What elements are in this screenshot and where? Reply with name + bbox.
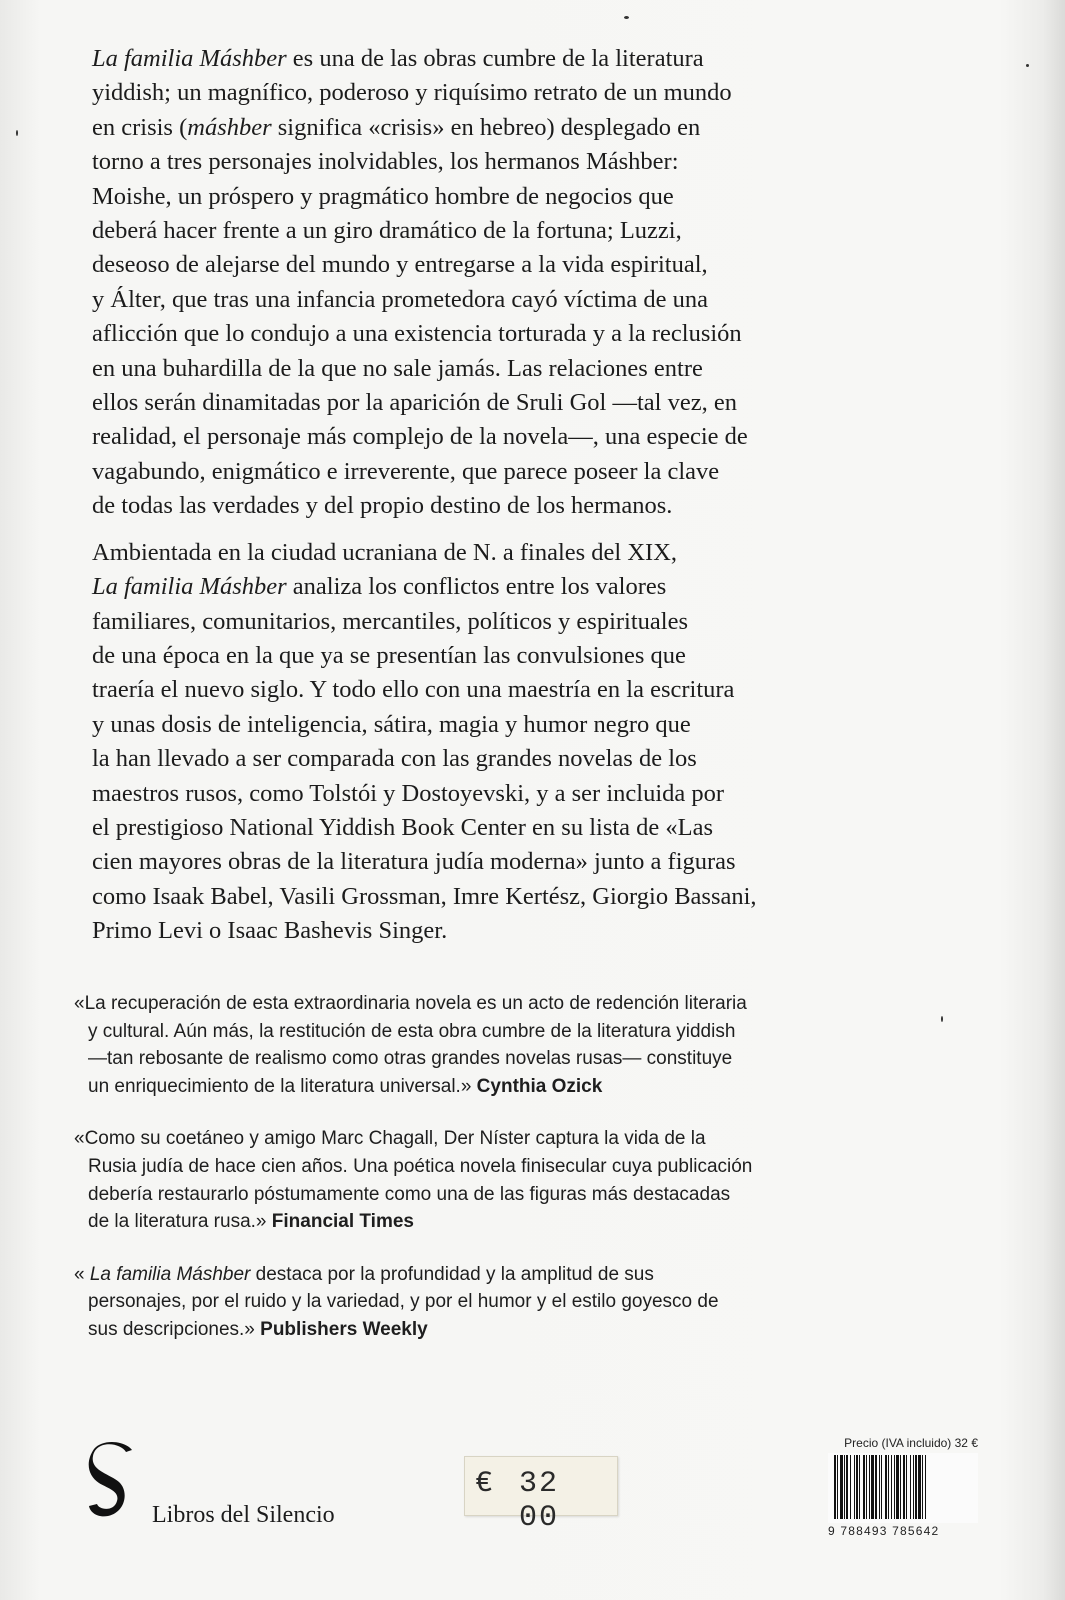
barcode-bar xyxy=(866,1455,867,1519)
quote-line: personajes, por el ruido y la variedad, y por el humor y el estilo goyesco de xyxy=(88,1291,719,1313)
quote-ozick xyxy=(74,990,904,1100)
publisher-name: Libros del Silencio xyxy=(152,1502,335,1528)
barcode-bar xyxy=(910,1455,911,1519)
synopsis-paragraph-1 xyxy=(92,42,862,524)
synopsis-line: La familia Máshber analiza los conflictos entre los valores xyxy=(92,573,667,601)
quote-line: «Como su coetáneo y amigo Marc Chagall, Der Níster captura la vida de la xyxy=(74,1128,706,1150)
barcode xyxy=(828,1453,978,1523)
barcode-bar xyxy=(888,1455,889,1519)
quote-source: Publishers Weekly xyxy=(260,1318,428,1340)
barcode-bar xyxy=(925,1455,926,1519)
quote-line: y cultural. Aún más, la restitución de esta obra cumbre de la literatura yiddish xyxy=(88,1020,736,1042)
publisher-logo-icon xyxy=(86,1438,132,1520)
synopsis-line: y Álter, que tras una infancia prometedora cayó víctima de una xyxy=(92,285,709,313)
synopsis-line: deseoso de alejarse del mundo y entregarse a la vida espiritual, xyxy=(92,251,708,279)
barcode-bar xyxy=(846,1455,848,1519)
barcode-bar xyxy=(896,1455,899,1519)
barcode-bar xyxy=(844,1455,845,1519)
barcode-bar xyxy=(891,1455,892,1519)
barcode-bar xyxy=(918,1455,921,1519)
synopsis-line: vagabundo, enigmático e irreverente, que parece poseer la clave xyxy=(92,457,720,485)
sticker-amount: 32 00 xyxy=(519,1467,560,1535)
barcode-bar xyxy=(913,1455,914,1519)
barcode-bar xyxy=(859,1455,860,1519)
barcode-bar xyxy=(922,1455,923,1519)
quote-line: debería restaurarlo póstumamente como una de las figuras más destacadas xyxy=(88,1183,731,1205)
dust-speck xyxy=(941,1016,943,1022)
synopsis-line: Moishe, un próspero y pragmático hombre de negocios que xyxy=(92,182,674,210)
barcode-bar xyxy=(837,1455,838,1519)
synopsis-line: de todas las verdades y del propio destino de los hermanos. xyxy=(92,492,673,520)
barcode-bar xyxy=(879,1455,880,1519)
barcode-bar xyxy=(854,1455,855,1519)
barcode-bar xyxy=(871,1455,874,1519)
barcode-bar xyxy=(881,1455,882,1519)
synopsis-line: de una época en la que ya se presentían las convulsiones que xyxy=(92,641,686,669)
synopsis-line: aflicción que lo condujo a una existencia torturada y a la reclusión xyxy=(92,320,742,348)
synopsis-line: familiares, comunitarios, mercantiles, políticos y espirituales xyxy=(92,607,689,635)
cover-edge-shadow xyxy=(1043,0,1065,1600)
synopsis-line: como Isaak Babel, Vasili Grossman, Imre Kertész, Giorgio Bassani, xyxy=(92,882,757,910)
barcode-bar xyxy=(906,1455,907,1519)
synopsis-line: ellos serán dinamitadas por la aparición de Sruli Gol —tal vez, en xyxy=(92,389,737,417)
synopsis-line: La familia Máshber es una de las obras cumbre de la literatura xyxy=(92,45,704,72)
quote-line: un enriquecimiento de la literatura universal.» Cynthia Ozick xyxy=(88,1075,603,1097)
synopsis-line: y unas dosis de inteligencia, sátira, magia y humor negro que xyxy=(92,710,691,738)
barcode-bar xyxy=(875,1455,877,1519)
synopsis-line: torno a tres personajes inolvidables, los hermanos Máshber: xyxy=(92,148,679,176)
synopsis-line: yiddish; un magnífico, poderoso y riquísimo retrato de un mundo xyxy=(92,79,732,107)
synopsis-line: en una buhardilla de la que no sale jamás. Las relaciones entre xyxy=(92,354,703,382)
quote-line: Rusia judía de hace cien años. Una poética novela finisecular cuya publicación xyxy=(88,1155,753,1177)
quote-source: Financial Times xyxy=(271,1211,414,1233)
quote-financial-times xyxy=(74,1125,904,1235)
synopsis-line: cien mayores obras de la literatura judía moderna» junto a figuras xyxy=(92,848,736,876)
synopsis-line: el prestigioso National Yiddish Book Center en su lista de «Las xyxy=(92,813,714,841)
barcode-bar xyxy=(850,1455,851,1519)
synopsis-line: en crisis (máshber significa «crisis» en hebreo) desplegado en xyxy=(92,113,701,141)
barcode-bar xyxy=(840,1455,843,1519)
sticker-currency: € xyxy=(475,1467,494,1501)
synopsis-line: Ambientada en la ciudad ucraniana de N. a finales del XIX, xyxy=(92,538,678,566)
quote-source: Cynthia Ozick xyxy=(476,1075,603,1097)
isbn-number: 9 788493 785642 xyxy=(828,1524,940,1538)
synopsis xyxy=(92,42,862,961)
barcode-bar xyxy=(915,1455,917,1519)
price-sticker xyxy=(464,1456,618,1535)
synopsis-line: realidad, el personaje más complejo de la novela—, una especie de xyxy=(92,423,748,451)
quote-line: de la literatura rusa.» Financial Times xyxy=(88,1211,414,1233)
dust-speck xyxy=(16,130,18,136)
dust-speck xyxy=(1026,64,1029,67)
quote-line: —tan rebosante de realismo como otras grandes novelas rusas— constituye xyxy=(88,1048,733,1070)
barcode-bars xyxy=(828,1453,978,1523)
synopsis-line: la han llevado a ser comparada con las grandes novelas de los xyxy=(92,745,697,773)
synopsis-paragraph-2 xyxy=(92,536,862,949)
press-quotes xyxy=(74,990,904,1369)
barcode-bar xyxy=(894,1455,895,1519)
barcode-bar xyxy=(834,1455,836,1519)
synopsis-line: deberá hacer frente a un giro dramático de la fortuna; Luzzi, xyxy=(92,217,682,245)
synopsis-line: maestros rusos, como Tolstói y Dostoyevski, y a ser incluida por xyxy=(92,779,725,807)
synopsis-line: traería el nuevo siglo. Y todo ello con una maestría en la escritura xyxy=(92,676,735,704)
quote-line: « La familia Máshber destaca por la profundidad y la amplitud de sus xyxy=(74,1263,654,1285)
dust-speck xyxy=(624,16,629,19)
quote-line: «La recuperación de esta extraordinaria novela es un acto de redención literaria xyxy=(74,993,747,1014)
barcode-bar xyxy=(863,1455,865,1519)
barcode-bar xyxy=(900,1455,901,1519)
quote-line: sus descripciones.» Publishers Weekly xyxy=(88,1318,428,1340)
barcode-bar xyxy=(885,1455,887,1519)
price-label: Precio (IVA incluido) 32 € xyxy=(844,1436,978,1450)
barcode-bar xyxy=(869,1455,870,1519)
synopsis-line: Primo Levi o Isaac Bashevis Singer. xyxy=(92,917,448,945)
barcode-bar xyxy=(856,1455,858,1519)
barcode-bar xyxy=(903,1455,905,1519)
quote-publishers-weekly xyxy=(74,1261,904,1344)
